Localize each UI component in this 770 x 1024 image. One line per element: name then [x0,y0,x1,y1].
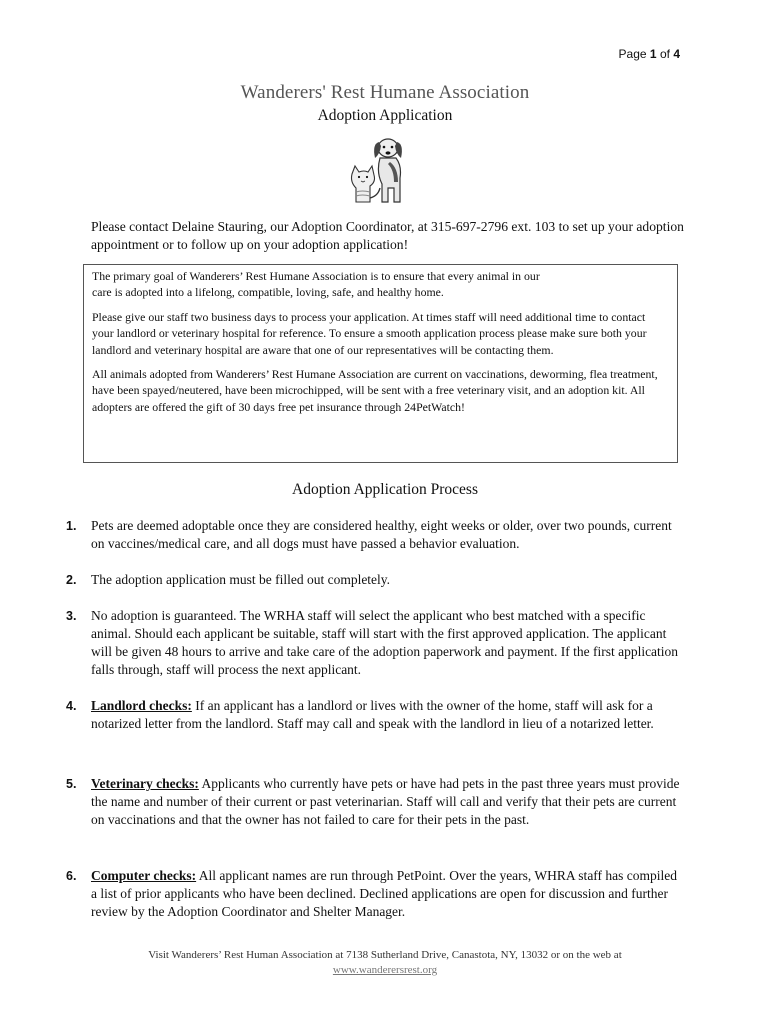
landlord-checks-heading: Landlord checks: [91,698,192,713]
process-item-1: 1. Pets are deemed adoptable once they are considered healthy, eight weeks or older, over two pounds, current on vaccines/medical care, and all dogs must have passed a behavior evaluation. [66,518,672,551]
notice-paragraph-processing: Please give our staff two business days to process your application. At times staff will need additional time to contact your landlord or veterinary hospital for reference. To ensure a smooth application process please make sure both your landlord and veterinary hospital are aware that one of our representatives will be contacting them. [92,309,647,357]
notice-paragraph-goal: The primary goal of Wanderers’ Rest Humane Association is to ensure that every animal in our care is adopted into a lifelong, compatible, loving, safe, and healthy home. [92,269,540,300]
page-number: Page 1 of 4 [618,47,680,61]
dog-and-cat-icon [342,132,422,208]
website-link[interactable]: www.wanderersrest.org [332,964,438,976]
footer-address: Visit Wanderers’ Rest Human Association at 7138 Sutherland Drive, Canastota, NY, 13032 or on the web at [148,949,622,961]
organization-title: Wanderers' Rest Humane Association [240,82,530,103]
process-title: Adoption Application Process [292,481,478,498]
process-item-2: 2. The adoption application must be filled out completely. [66,572,391,587]
intro-paragraph: Please contact Delaine Stauring, our Adoption Coordinator, at 315-697-2796 ext. 103 to set up your adoption appointment or to follow up on your adoption application! [91,219,684,252]
process-item-3: 3. No adoption is guaranteed. The WRHA staff will select the applicant who best matched with a specific animal. Should each applicant be suitable, staff will start with the first approved application. The applicant will be given 48 hours to arrive and take care of the adoption paperwork and payment. If the first application falls through, staff will process the next applicant. [66,608,679,677]
computer-checks-heading: Computer checks: [91,868,197,883]
process-item-5: 5. Veterinary checks: Applicants who currently have pets or have had pets in the past three years must provide the name and number of their current or past veterinarian. Staff will call and verify that their pets are current on vaccinations and that the owner has not failed to care for their pets in the past. [66,776,680,827]
footer [0,948,770,978]
veterinary-checks-heading: Veterinary checks: [91,776,199,791]
document-title: Adoption Application [317,107,453,124]
process-item-6: 6. Computer checks: All applicant names are run through PetPoint. Over the years, WHRA staff has compiled a list of prior applicants who have been declined. Declined applications are open for discussion and further review by the Adoption Coordinator and Shelter Manager. [66,868,678,919]
notice-box [83,264,678,463]
notice-paragraph-benefits: All animals adopted from Wanderers’ Rest Humane Association are current on vaccinations, deworming, flea treatment, have been spayed/neutered, have been microchipped, will be sent with a free veterinary visit, and an adoption kit. All adopters are offered the gift of 30 days free pet insurance through 24PetWatch! [92,367,658,414]
process-item-4: 4. Landlord checks: If an applicant has a landlord or lives with the owner of the home, staff will ask for a notarized letter from the landlord. Staff may call and speak with the landlord in lieu of a notarized letter. [66,698,654,731]
